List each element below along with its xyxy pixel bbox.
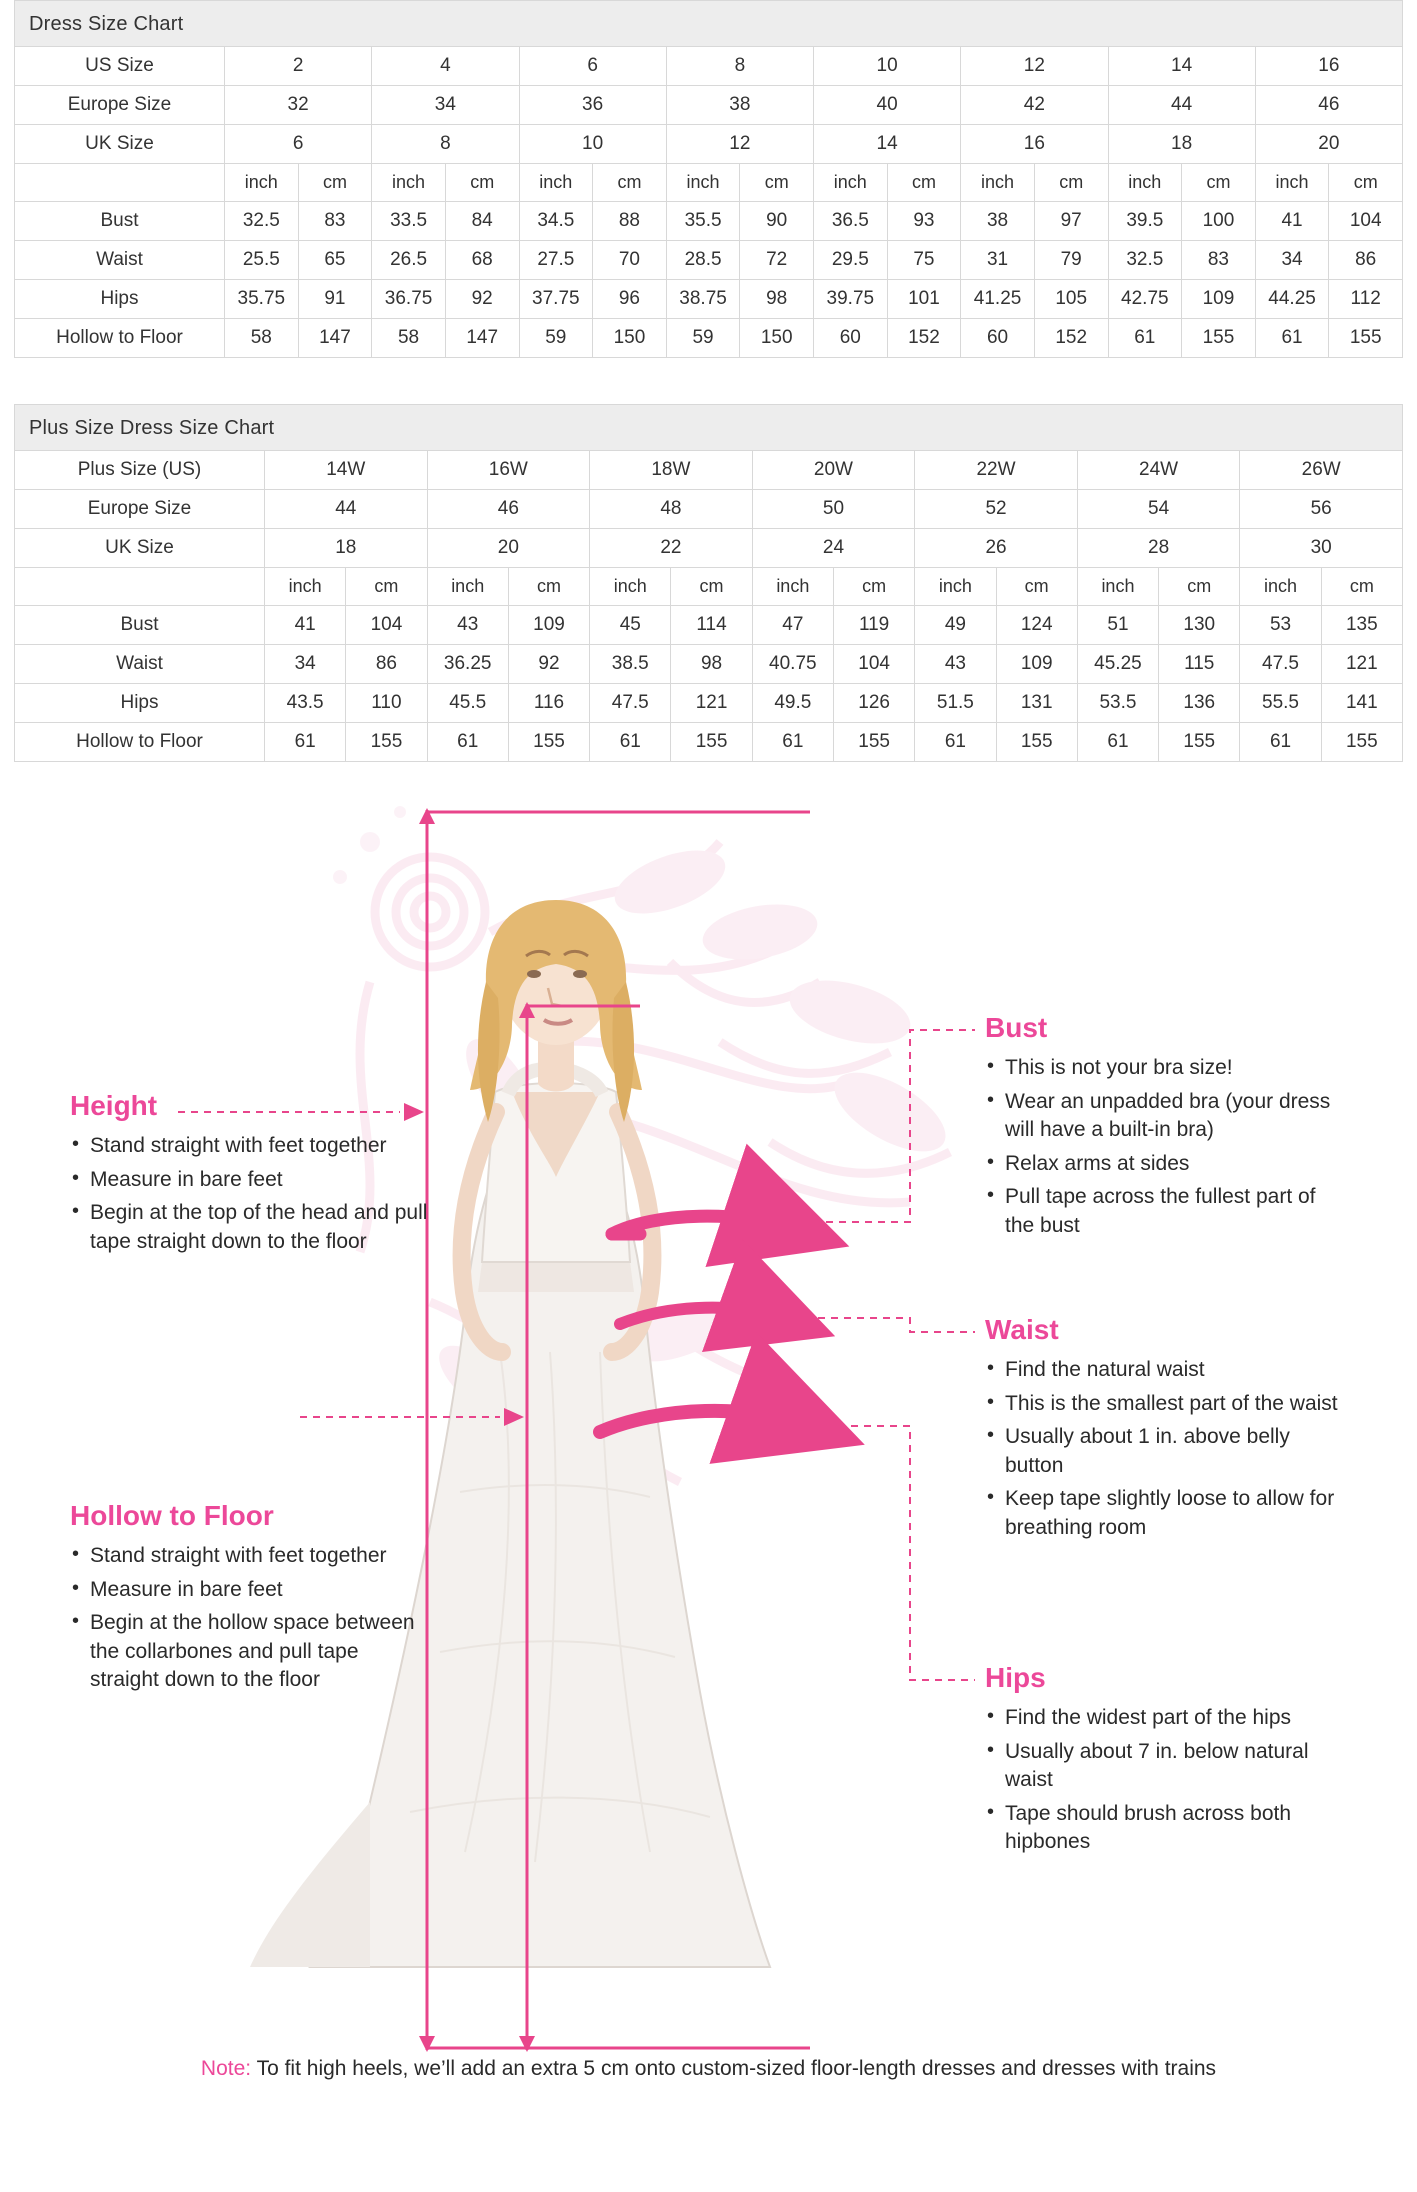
row-label: Hips [15, 684, 265, 723]
cell: 61 [590, 723, 671, 762]
cell: 90 [740, 202, 814, 241]
cell: 61 [1255, 319, 1329, 358]
hollow-to-floor-guide-block [70, 1500, 450, 1700]
cell: 49.5 [752, 684, 833, 723]
unit-cell: inch [519, 164, 593, 202]
cell: 42.75 [1108, 280, 1182, 319]
waist-heading: Waist [985, 1314, 1059, 1345]
unit-cell: cm [1182, 164, 1256, 202]
cell: 28 [1077, 529, 1240, 568]
cell: 91 [298, 280, 372, 319]
cell: 26W [1240, 451, 1403, 490]
cell: 83 [1182, 241, 1256, 280]
note-text: To fit high heels, we’ll add an extra 5 cm onto custom-sized floor-length dresses and dresses with trains [251, 2057, 1217, 2080]
plus-size-chart-title: Plus Size Dress Size Chart [14, 404, 1403, 450]
list-item: • This is the smallest part of the waist [985, 1390, 1345, 1419]
cell: 155 [1159, 723, 1240, 762]
cell: 61 [265, 723, 346, 762]
section-spacer [0, 358, 1417, 404]
cell: 12 [666, 125, 813, 164]
row-label: Hips [15, 280, 225, 319]
cell: 155 [346, 723, 427, 762]
cell: 26 [915, 529, 1078, 568]
row-label: Hollow to Floor [15, 723, 265, 762]
cell: 58 [225, 319, 299, 358]
list-item: • Usually about 1 in. above belly button [985, 1423, 1345, 1480]
cell: 72 [740, 241, 814, 280]
unit-cell: inch [225, 164, 299, 202]
cell: 27.5 [519, 241, 593, 280]
unit-cell: cm [1321, 568, 1402, 606]
unit-cell: cm [887, 164, 961, 202]
cell: 98 [740, 280, 814, 319]
unit-cell: cm [1034, 164, 1108, 202]
hips-guide-block [985, 1662, 1385, 1862]
cell: 110 [346, 684, 427, 723]
list-item: • Pull tape across the fullest part of the bust [985, 1183, 1345, 1240]
table-row [15, 490, 1403, 529]
cell: 150 [593, 319, 667, 358]
cell: 65 [298, 241, 372, 280]
cell: 114 [671, 606, 752, 645]
cell: 36.75 [372, 280, 446, 319]
unit-cell: inch [814, 164, 888, 202]
unit-cell: cm [1329, 164, 1403, 202]
table-row [15, 606, 1403, 645]
table-row [15, 241, 1403, 280]
table-row [15, 319, 1403, 358]
cell: 61 [1108, 319, 1182, 358]
cell: 109 [1182, 280, 1256, 319]
cell: 43.5 [265, 684, 346, 723]
table-row [15, 529, 1403, 568]
row-label: Hollow to Floor [15, 319, 225, 358]
cell: 54 [1077, 490, 1240, 529]
cell: 46 [1255, 86, 1402, 125]
unit-cell: cm [833, 568, 914, 606]
cell: 119 [833, 606, 914, 645]
list-item: • Stand straight with feet together [70, 1132, 430, 1161]
cell: 147 [298, 319, 372, 358]
cell: 51.5 [915, 684, 996, 723]
cell: 22 [590, 529, 753, 568]
cell: 24 [752, 529, 915, 568]
unit-row-blank [15, 164, 225, 202]
cell: 44 [265, 490, 428, 529]
cell: 121 [1321, 645, 1402, 684]
dress-size-chart-title: Dress Size Chart [14, 0, 1403, 46]
cell: 131 [996, 684, 1077, 723]
table-row [15, 202, 1403, 241]
cell: 60 [814, 319, 888, 358]
cell: 135 [1321, 606, 1402, 645]
cell: 34 [265, 645, 346, 684]
list-item: • Tape should brush across both hipbones [985, 1800, 1345, 1857]
cell: 36.25 [427, 645, 508, 684]
plus-size-chart-table [14, 450, 1403, 762]
cell: 152 [887, 319, 961, 358]
cell: 47.5 [1240, 645, 1321, 684]
unit-cell: inch [590, 568, 671, 606]
list-item: • Stand straight with feet together [70, 1542, 430, 1571]
list-item: • Wear an unpadded bra (your dress will have a built-in bra) [985, 1088, 1345, 1145]
unit-cell: inch [372, 164, 446, 202]
unit-cell: inch [427, 568, 508, 606]
unit-cell: cm [1159, 568, 1240, 606]
row-label: Bust [15, 606, 265, 645]
cell: 93 [887, 202, 961, 241]
unit-cell: inch [1108, 164, 1182, 202]
bride-model-figure [250, 792, 850, 2042]
row-label: Waist [15, 645, 265, 684]
list-item: • Usually about 7 in. below natural waist [985, 1738, 1345, 1795]
cell: 38 [666, 86, 813, 125]
row-label: UK Size [15, 529, 265, 568]
row-label: UK Size [15, 125, 225, 164]
cell: 141 [1321, 684, 1402, 723]
cell: 56 [1240, 490, 1403, 529]
list-item: • Measure in bare feet [70, 1166, 430, 1195]
cell: 29.5 [814, 241, 888, 280]
cell: 41 [1255, 202, 1329, 241]
dress-size-chart-block [14, 0, 1403, 358]
cell: 70 [593, 241, 667, 280]
cell: 8 [666, 47, 813, 86]
cell: 96 [593, 280, 667, 319]
cell: 92 [445, 280, 519, 319]
hollow-heading-row [70, 1500, 450, 1532]
cell: 115 [1159, 645, 1240, 684]
unit-cell: inch [915, 568, 996, 606]
unit-cell: cm [593, 164, 667, 202]
cell: 31 [961, 241, 1035, 280]
unit-cell: cm [346, 568, 427, 606]
row-label: Europe Size [15, 490, 265, 529]
cell: 59 [666, 319, 740, 358]
cell: 155 [1321, 723, 1402, 762]
cell: 4 [372, 47, 519, 86]
cell: 34.5 [519, 202, 593, 241]
cell: 32 [225, 86, 372, 125]
cell: 18 [1108, 125, 1255, 164]
cell: 42 [961, 86, 1108, 125]
cell: 49 [915, 606, 996, 645]
cell: 44 [1108, 86, 1255, 125]
unit-cell: inch [1255, 164, 1329, 202]
unit-cell: cm [740, 164, 814, 202]
cell: 20W [752, 451, 915, 490]
cell: 44.25 [1255, 280, 1329, 319]
cell: 84 [445, 202, 519, 241]
cell: 52 [915, 490, 1078, 529]
cell: 14W [265, 451, 428, 490]
cell: 53.5 [1077, 684, 1158, 723]
cell: 43 [915, 645, 996, 684]
note-prefix: Note: [200, 2057, 252, 2080]
cell: 61 [752, 723, 833, 762]
cell: 35.75 [225, 280, 299, 319]
cell: 38.75 [666, 280, 740, 319]
height-guide-block [70, 1090, 450, 1261]
cell: 18 [265, 529, 428, 568]
cell: 83 [298, 202, 372, 241]
row-label: Bust [15, 202, 225, 241]
unit-cell: cm [508, 568, 589, 606]
cell: 101 [887, 280, 961, 319]
cell: 8 [372, 125, 519, 164]
cell: 46 [427, 490, 590, 529]
cell: 33.5 [372, 202, 446, 241]
cell: 16W [427, 451, 590, 490]
cell: 150 [740, 319, 814, 358]
cell: 30 [1240, 529, 1403, 568]
cell: 28.5 [666, 241, 740, 280]
cell: 37.75 [519, 280, 593, 319]
cell: 60 [961, 319, 1035, 358]
table-row [15, 125, 1403, 164]
cell: 39.5 [1108, 202, 1182, 241]
cell: 92 [508, 645, 589, 684]
cell: 53 [1240, 606, 1321, 645]
height-heading-row [70, 1090, 450, 1122]
unit-cell: inch [1077, 568, 1158, 606]
unit-cell: cm [445, 164, 519, 202]
cell: 136 [1159, 684, 1240, 723]
table-row [15, 723, 1403, 762]
cell: 155 [1182, 319, 1256, 358]
cell: 43 [427, 606, 508, 645]
cell: 16 [1255, 47, 1402, 86]
cell: 75 [887, 241, 961, 280]
list-item: • This is not your bra size! [985, 1054, 1345, 1083]
cell: 20 [427, 529, 590, 568]
cell: 32.5 [1108, 241, 1182, 280]
cell: 45.5 [427, 684, 508, 723]
cell: 105 [1034, 280, 1108, 319]
cell: 41 [265, 606, 346, 645]
cell: 104 [1329, 202, 1403, 241]
height-heading: Height [70, 1090, 158, 1121]
cell: 48 [590, 490, 753, 529]
list-item: • Keep tape slightly loose to allow for breathing room [985, 1485, 1345, 1542]
cell: 40.75 [752, 645, 833, 684]
row-label: Waist [15, 241, 225, 280]
cell: 36.5 [814, 202, 888, 241]
measurement-guide-illustration [0, 772, 1417, 2102]
cell: 86 [346, 645, 427, 684]
cell: 79 [1034, 241, 1108, 280]
cell: 2 [225, 47, 372, 86]
table-row [15, 47, 1403, 86]
list-item: • Find the widest part of the hips [985, 1704, 1345, 1733]
cell: 50 [752, 490, 915, 529]
cell: 88 [593, 202, 667, 241]
unit-row [15, 568, 1403, 606]
table-row [15, 280, 1403, 319]
cell: 130 [1159, 606, 1240, 645]
cell: 121 [671, 684, 752, 723]
cell: 116 [508, 684, 589, 723]
row-label: US Size [15, 47, 225, 86]
cell: 36 [519, 86, 666, 125]
cell: 98 [671, 645, 752, 684]
footer-note [0, 2057, 1417, 2081]
cell: 109 [508, 606, 589, 645]
cell: 35.5 [666, 202, 740, 241]
cell: 86 [1329, 241, 1403, 280]
cell: 45.25 [1077, 645, 1158, 684]
cell: 22W [915, 451, 1078, 490]
cell: 97 [1034, 202, 1108, 241]
unit-cell: inch [752, 568, 833, 606]
cell: 147 [445, 319, 519, 358]
cell: 20 [1255, 125, 1402, 164]
row-label: Plus Size (US) [15, 451, 265, 490]
hips-heading: Hips [985, 1662, 1046, 1693]
cell: 26.5 [372, 241, 446, 280]
waist-bullets [985, 1356, 1385, 1542]
cell: 14 [1108, 47, 1255, 86]
cell: 41.25 [961, 280, 1035, 319]
cell: 6 [225, 125, 372, 164]
bust-guide-block [985, 1012, 1385, 1245]
cell: 112 [1329, 280, 1403, 319]
cell: 12 [961, 47, 1108, 86]
cell: 34 [1255, 241, 1329, 280]
cell: 58 [372, 319, 446, 358]
cell: 152 [1034, 319, 1108, 358]
cell: 51 [1077, 606, 1158, 645]
height-bullets [70, 1132, 450, 1256]
hollow-to-floor-heading: Hollow to Floor [70, 1500, 274, 1531]
unit-cell: cm [671, 568, 752, 606]
cell: 61 [915, 723, 996, 762]
cell: 104 [833, 645, 914, 684]
cell: 61 [427, 723, 508, 762]
cell: 155 [671, 723, 752, 762]
cell: 16 [961, 125, 1108, 164]
unit-cell: cm [298, 164, 372, 202]
cell: 18W [590, 451, 753, 490]
cell: 45 [590, 606, 671, 645]
list-item: • Begin at the top of the head and pull tape straight down to the floor [70, 1199, 430, 1256]
cell: 40 [814, 86, 961, 125]
cell: 55.5 [1240, 684, 1321, 723]
cell: 47 [752, 606, 833, 645]
list-item: • Begin at the hollow space between the collarbones and pull tape straight down to the floor [70, 1609, 430, 1695]
cell: 59 [519, 319, 593, 358]
cell: 104 [346, 606, 427, 645]
unit-row [15, 164, 1403, 202]
cell: 61 [1077, 723, 1158, 762]
cell: 34 [372, 86, 519, 125]
cell: 155 [1329, 319, 1403, 358]
cell: 10 [814, 47, 961, 86]
cell: 47.5 [590, 684, 671, 723]
cell: 68 [445, 241, 519, 280]
unit-cell: inch [1240, 568, 1321, 606]
bust-bullets [985, 1054, 1385, 1240]
table-row [15, 645, 1403, 684]
cell: 39.75 [814, 280, 888, 319]
dress-size-chart-table [14, 46, 1403, 358]
unit-cell: cm [996, 568, 1077, 606]
list-item: • Measure in bare feet [70, 1576, 430, 1605]
row-label: Europe Size [15, 86, 225, 125]
cell: 155 [996, 723, 1077, 762]
cell: 25.5 [225, 241, 299, 280]
cell: 38 [961, 202, 1035, 241]
cell: 100 [1182, 202, 1256, 241]
cell: 155 [833, 723, 914, 762]
hips-bullets [985, 1704, 1385, 1857]
cell: 38.5 [590, 645, 671, 684]
cell: 61 [1240, 723, 1321, 762]
table-row [15, 684, 1403, 723]
table-row [15, 86, 1403, 125]
cell: 6 [519, 47, 666, 86]
cell: 126 [833, 684, 914, 723]
table-row [15, 451, 1403, 490]
cell: 10 [519, 125, 666, 164]
plus-size-chart-block [14, 404, 1403, 762]
cell: 124 [996, 606, 1077, 645]
cell: 32.5 [225, 202, 299, 241]
unit-cell: inch [961, 164, 1035, 202]
cell: 109 [996, 645, 1077, 684]
unit-row-blank [15, 568, 265, 606]
cell: 24W [1077, 451, 1240, 490]
hollow-to-floor-bullets [70, 1542, 450, 1695]
list-item: • Relax arms at sides [985, 1150, 1345, 1179]
bust-heading: Bust [985, 1012, 1048, 1043]
list-item: • Find the natural waist [985, 1356, 1345, 1385]
waist-guide-block [985, 1314, 1385, 1547]
unit-cell: inch [265, 568, 346, 606]
unit-cell: inch [666, 164, 740, 202]
cell: 155 [508, 723, 589, 762]
cell: 14 [814, 125, 961, 164]
